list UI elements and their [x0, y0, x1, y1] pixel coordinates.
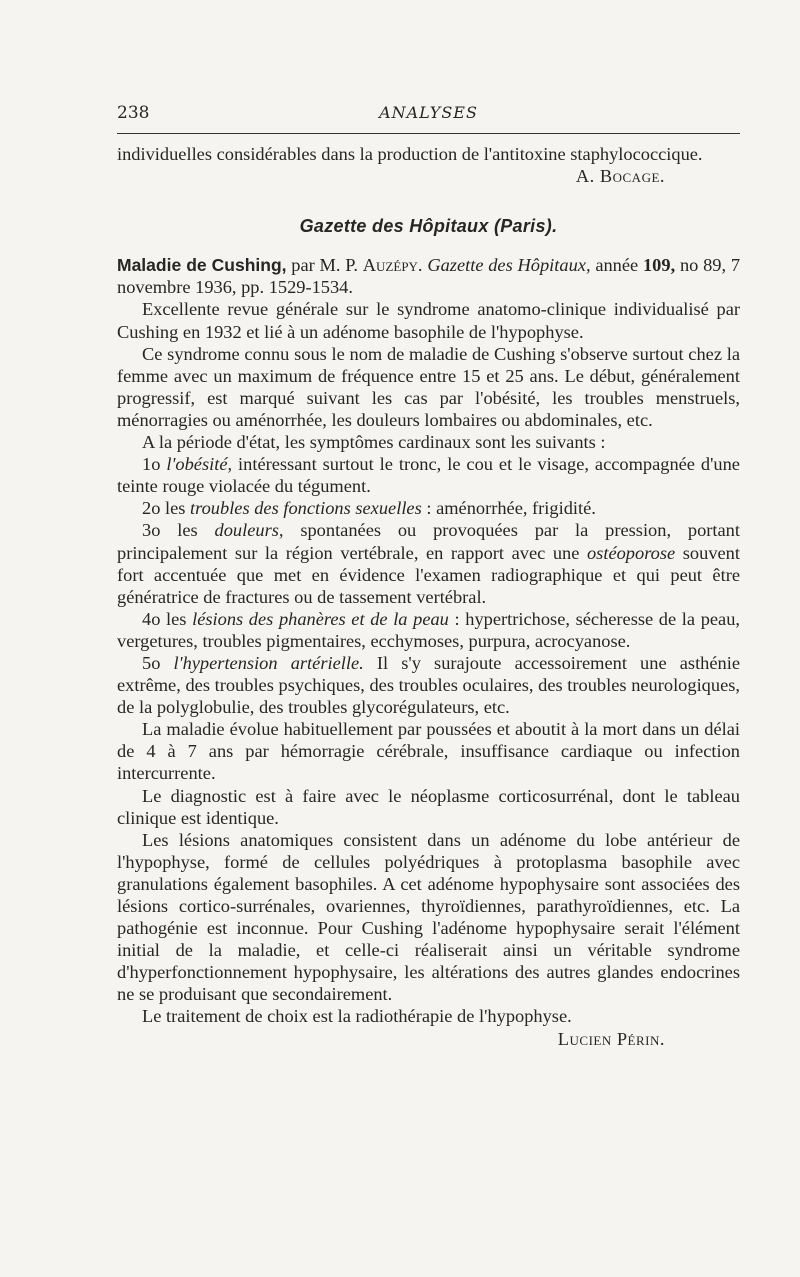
symptom-item-4: [117, 608, 740, 652]
page-header: [117, 103, 740, 125]
header-rule: [117, 133, 740, 134]
item-text: : hypertrichose, sécheresse de la peau, vergetures, troubles pigmentaires, ecchymoses, purpura, acrocyanose.: [117, 608, 741, 651]
article-by: par M. P.: [291, 255, 358, 276]
item-number: 1o: [142, 454, 161, 475]
previous-review-signature: A. Bocage.: [575, 166, 665, 187]
paragraph-evolution: La maladie évolue habituellement par poussées et aboutit à la mort dans un délai de 4 à 7 ans par hémorragie cérébrale, insuffisance cardiaque ou infection intercurrente.: [117, 719, 740, 784]
symptom-item-1: [117, 453, 740, 497]
item-term: l'obésité,: [166, 454, 233, 475]
item-term: troubles des fonctions sexuelles: [190, 498, 422, 519]
symptom-item-3: [117, 519, 740, 607]
issue-info: no 89, 7 novembre 1936, pp. 1529-1534.: [117, 255, 741, 298]
paragraph-intro: Excellente revue générale sur le syndrome anatomo-clinique individualisé par Cushing en 1932 et lié à un adénome basophile de l'hypophyse.: [117, 299, 740, 342]
item-term: l'hypertension artérielle.: [173, 652, 364, 673]
item-text: spontanées ou provoquées par la pression, portant principalement sur la région vertébrale, en rapport avec une: [117, 520, 740, 563]
item-text: intéressant surtout le tronc, le cou et le visage, accompagnée d'une teinte rouge violacée du tégument.: [117, 454, 740, 497]
item-number: 2o les: [142, 498, 186, 519]
symptom-item-2: [117, 497, 740, 519]
paragraph-treatment: Le traitement de choix est la radiothérapie de l'hypophyse.: [142, 1006, 572, 1027]
item-text: : aménorrhée, frigidité.: [426, 498, 596, 519]
journal-reference: Gazette des Hôpitaux,: [427, 255, 591, 276]
item-term: douleurs,: [214, 520, 284, 541]
page-number: 238: [117, 103, 150, 123]
item-number: 4o les: [142, 608, 187, 629]
author-signature: Lucien Périn.: [557, 1028, 665, 1049]
paragraph-symptoms-intro: A la période d'état, les symptômes cardinaux sont les suivants :: [142, 432, 606, 453]
item-number: 3o les: [142, 520, 198, 541]
item-term-osteoporose: ostéoporose: [586, 542, 676, 563]
article-title: Maladie de Cushing,: [117, 255, 287, 276]
item-text: Il s'y surajoute accessoirement une asthénie extrême, des troubles psychiques, des troubles oculaires, des troubles neurologiques, de la polyglobulie, des troubles glycorégulateurs, etc.: [117, 652, 741, 718]
symptom-item-5: [117, 652, 740, 718]
year-label: année: [595, 255, 639, 276]
item-term: lésions des phanères et de la peau: [192, 608, 449, 629]
paragraph-diagnosis: Le diagnostic est à faire avec le néoplasme corticosurrénal, dont le tableau clinique est identique.: [117, 785, 740, 828]
running-title: ANALYSES: [379, 103, 478, 122]
article-author: Auzépy.: [362, 255, 423, 276]
article-citation: [117, 254, 740, 298]
item-number: 5o: [142, 652, 161, 673]
previous-review-text: individuelles considérables dans la production de l'antitoxine staphylococcique.: [117, 144, 703, 164]
body-text: [117, 143, 740, 1050]
paragraph-epidemiology: Ce syndrome connu sous le nom de maladie de Cushing s'observe surtout chez la femme avec un maximum de fréquence entre 15 et 25 ans. Le début, généralement progressif, est marqué suivant les cas par l'obésité, les troubles menstruels, ménorragies ou aménorrhée, les douleurs lombaires ou abdominales, etc.: [117, 343, 740, 430]
paragraph-anatomy: Les lésions anatomiques consistent dans un adénome du lobe antérieur de l'hypophyse, formé de cellules polyédriques à protoplasma basophile avec granulations également basophiles. A cet adénome hypophysaire sont associées des lésions cortico-surrénales, ovariennes, thyroïdiennes, parathyroïdiennes, etc. La pathogénie est inconnue. Pour Cushing l'adénome hypophysaire serait l'élément initial de la maladie, et celle-ci réaliserait ainsi un véritable syndrome d'hyperfonctionnement hypophysaire, les altérations des autres glandes endocrines ne se produisant que secondairement.: [117, 829, 740, 1005]
volume: 109,: [642, 255, 676, 276]
item-text-2: souvent fort accentuée que met en évidence l'examen radiographique et qui peut être génératrice de fractures ou de tassement vertébral.: [117, 542, 740, 607]
journal-heading: Gazette des Hôpitaux (Paris).: [299, 216, 558, 237]
